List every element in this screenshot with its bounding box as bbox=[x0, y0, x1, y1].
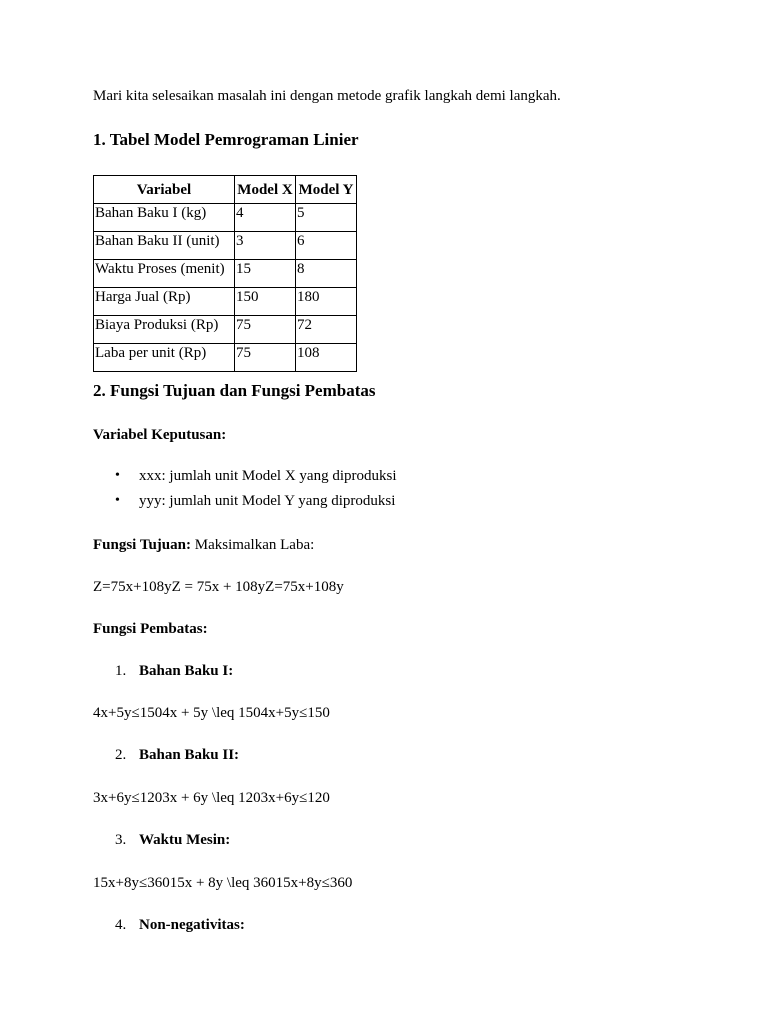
table-cell: 72 bbox=[296, 316, 357, 344]
table-cell: Laba per unit (Rp) bbox=[94, 344, 235, 372]
decision-variables-label: Variabel Keputusan: bbox=[93, 427, 227, 443]
table-row bbox=[94, 232, 357, 260]
table-cell: Bahan Baku I (kg) bbox=[94, 204, 235, 232]
table-cell: 3 bbox=[235, 232, 296, 260]
decision-variables-list bbox=[93, 467, 396, 517]
intro-paragraph: Mari kita selesaikan masalah ini dengan metode grafik langkah demi langkah. bbox=[93, 88, 561, 104]
constraint-title: Non-negativitas: bbox=[139, 917, 245, 933]
table-row bbox=[94, 288, 357, 316]
table-header-row bbox=[94, 176, 357, 204]
table-cell: Harga Jual (Rp) bbox=[94, 288, 235, 316]
table-row bbox=[94, 316, 357, 344]
table-row bbox=[94, 260, 357, 288]
objective-text: Maksimalkan Laba: bbox=[190, 537, 315, 553]
table-cell: 150 bbox=[235, 288, 296, 316]
constraint-number: 1. bbox=[115, 663, 127, 679]
model-table bbox=[93, 175, 357, 372]
constraint-item-4 bbox=[115, 916, 245, 934]
constraint-title: Bahan Baku I: bbox=[139, 663, 234, 679]
table-cell: 5 bbox=[296, 204, 357, 232]
bullet-icon: • bbox=[115, 493, 120, 508]
table-row bbox=[94, 204, 357, 232]
constraint-item-2 bbox=[115, 746, 239, 764]
constraints-label: Fungsi Pembatas: bbox=[93, 621, 208, 637]
table-cell: Biaya Produksi (Rp) bbox=[94, 316, 235, 344]
objective-label: Fungsi Tujuan: bbox=[93, 537, 191, 553]
table-header-variabel: Variabel bbox=[94, 176, 235, 204]
table-cell: 15 bbox=[235, 260, 296, 288]
constraint-number: 4. bbox=[115, 917, 127, 933]
table-cell: 8 bbox=[296, 260, 357, 288]
constraint-formula-2: 3x+6y≤1203x + 6y \leq 1203x+6y≤120 bbox=[93, 790, 330, 806]
list-item bbox=[93, 492, 396, 517]
list-item-text: xxx: jumlah unit Model X yang diproduksi bbox=[139, 468, 397, 484]
constraint-number: 3. bbox=[115, 832, 127, 848]
table-cell: 108 bbox=[296, 344, 357, 372]
section-2-heading: 2. Fungsi Tujuan dan Fungsi Pembatas bbox=[93, 381, 376, 400]
table-cell: 6 bbox=[296, 232, 357, 260]
constraint-formula-1: 4x+5y≤1504x + 5y \leq 1504x+5y≤150 bbox=[93, 705, 330, 721]
table-cell: 4 bbox=[235, 204, 296, 232]
table-row bbox=[94, 344, 357, 372]
table-cell: 75 bbox=[235, 344, 296, 372]
table-cell: 75 bbox=[235, 316, 296, 344]
table-header-model-x: Model X bbox=[235, 176, 296, 204]
section-1-heading: 1. Tabel Model Pemrograman Linier bbox=[93, 130, 359, 149]
table-cell: Waktu Proses (menit) bbox=[94, 260, 235, 288]
constraint-number: 2. bbox=[115, 747, 127, 763]
constraint-formula-3: 15x+8y≤36015x + 8y \leq 36015x+8y≤360 bbox=[93, 875, 353, 891]
constraint-title: Waktu Mesin: bbox=[139, 832, 231, 848]
table-cell: Bahan Baku II (unit) bbox=[94, 232, 235, 260]
table-header-model-y: Model Y bbox=[296, 176, 357, 204]
constraint-item-1 bbox=[115, 662, 233, 680]
objective-line bbox=[93, 536, 314, 554]
list-item bbox=[93, 467, 396, 492]
bullet-icon: • bbox=[115, 468, 120, 483]
table-cell: 180 bbox=[296, 288, 357, 316]
constraint-item-3 bbox=[115, 831, 230, 849]
objective-formula: Z=75x+108yZ = 75x + 108yZ=75x+108y bbox=[93, 579, 344, 595]
list-item-text: yyy: jumlah unit Model Y yang diproduksi bbox=[139, 493, 396, 509]
constraint-title: Bahan Baku II: bbox=[139, 747, 240, 763]
